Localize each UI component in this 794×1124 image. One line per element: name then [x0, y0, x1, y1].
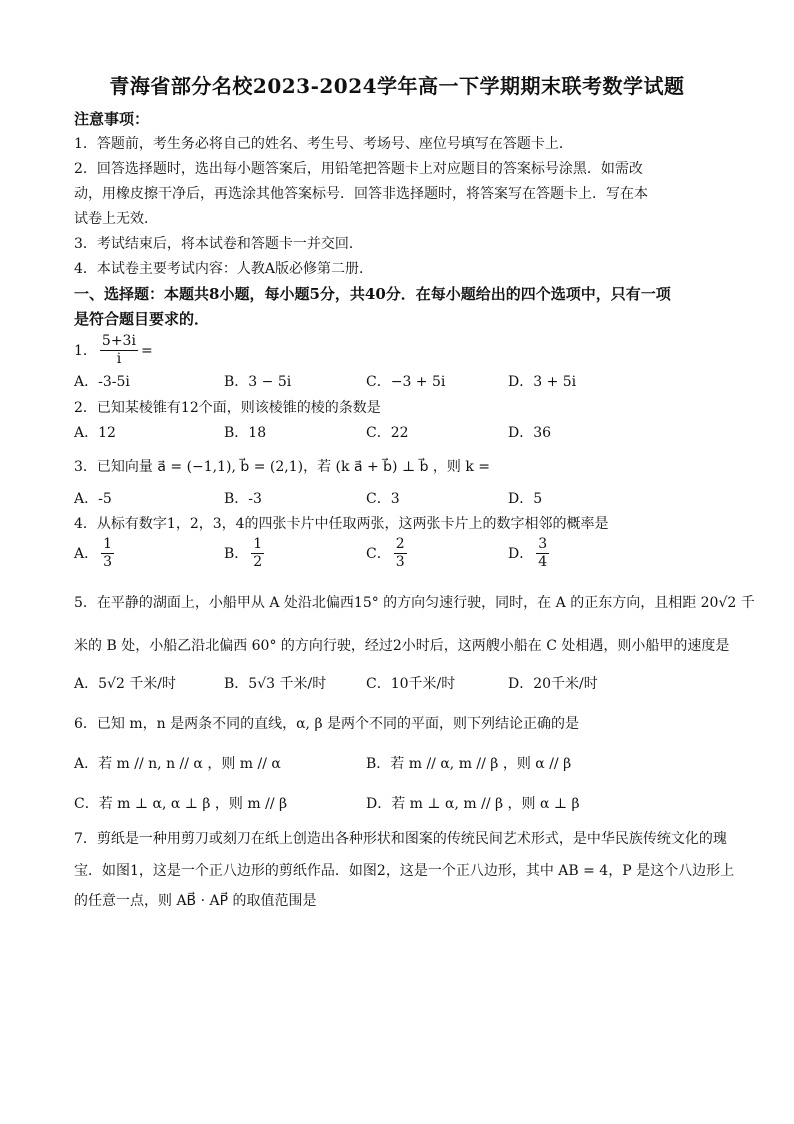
notice-item-2b: 动，用橡皮擦干净后，再选涂其他答案标号．回答非选择题时，将答案写在答题卡上．写在本 — [74, 186, 648, 202]
question-5-option-c[interactable]: C．10千米/时 — [366, 676, 456, 692]
question-1-number: 1． — [74, 342, 97, 359]
question-1-option-d[interactable]: D．3 + 5i — [508, 374, 577, 390]
question-4-option-d-label: D． — [508, 545, 534, 562]
notice-item-2a: 2．回答选择题时，选出每小题答案后，用铅笔把答题卡上对应题目的答案标号涂黑．如需改 — [74, 161, 643, 177]
exam-title: 青海省部分名校2023-2024学年高一下学期期末联考数学试题 — [109, 74, 685, 98]
question-2-option-c[interactable]: C．22 — [366, 425, 409, 441]
question-6-option-b[interactable]: B．若 m // α, m // β ，则 α // β — [366, 756, 572, 772]
question-3-option-a[interactable]: A．-5 — [74, 491, 112, 507]
question-2-stem: 2．已知某棱锥有12个面，则该棱锥的棱的条数是 — [74, 400, 381, 416]
question-4-option-b-fraction — [251, 537, 264, 571]
question-1-denominator: i — [116, 351, 122, 368]
question-7-stem-line1: 7．剪纸是一种用剪刀或刻刀在纸上创造出各种形状和图案的传统民间艺术形式，是中华民族传统文化的瑰 — [74, 831, 727, 847]
question-6-option-c[interactable]: C．若 m ⊥ α, α ⊥ β ，则 m // β — [74, 796, 288, 812]
question-4-option-c[interactable] — [366, 537, 410, 571]
fraction-numerator: 3 — [536, 537, 549, 554]
question-4-option-d[interactable] — [508, 537, 552, 571]
section-1-heading-line2: 是符合题目要求的． — [74, 310, 210, 328]
notice-item-4: 4．本试卷主要考试内容：人教A版必修第二册． — [74, 261, 374, 277]
question-4-option-b[interactable] — [224, 537, 267, 571]
question-3-stem: 3．已知向量 a⃗ = (−1,1), b⃗ = (2,1)，若 (k a⃗ + b⃗) ⊥ b⃗ ，则 k = — [74, 459, 491, 475]
section-1-heading-line1: 一、选择题：本题共8小题，每小题5分，共40分．在每小题给出的四个选项中，只有一项 — [74, 285, 671, 303]
question-5-option-d[interactable]: D．20千米/时 — [508, 676, 598, 692]
question-6-stem: 6．已知 m，n 是两条不同的直线，α, β 是两个不同的平面，则下列结论正确的是 — [74, 716, 579, 732]
question-2-option-d[interactable]: D．36 — [508, 425, 552, 441]
question-1-stem — [74, 334, 153, 368]
notice-item-3: 3．考试结束后，将本试卷和答题卡一并交回． — [74, 236, 363, 252]
question-4-option-c-fraction — [394, 537, 407, 571]
question-6-option-d[interactable]: D．若 m ⊥ α, m // β ，则 α ⊥ β — [366, 796, 580, 812]
question-5-option-a[interactable]: A．5√2 千米/时 — [74, 676, 177, 692]
question-3-option-d[interactable]: D．5 — [508, 491, 543, 507]
question-4-option-b-label: B． — [224, 545, 249, 562]
notice-item-2c: 试卷上无效． — [74, 211, 158, 227]
question-1-option-b[interactable]: B．3 − 5i — [224, 374, 292, 390]
question-2-option-a[interactable]: A．12 — [74, 425, 116, 441]
question-6-option-a[interactable]: A．若 m // n, n // α ，则 m // α — [74, 756, 281, 772]
question-1-option-a[interactable]: A．-3-5i — [74, 374, 130, 390]
fraction-denominator: 2 — [253, 554, 263, 571]
fraction-numerator: 2 — [394, 537, 407, 554]
question-4-stem: 4．从标有数字1，2，3，4的四张卡片中任取两张，这两张卡片上的数字相邻的概率是 — [74, 516, 609, 532]
fraction-denominator: 4 — [538, 554, 548, 571]
question-5-stem-line1: 5．在平静的湖面上，小船甲从 A 处沿北偏西15° 的方向匀速行驶，同时，在 A 的正东方向，且相距 20√2 千 — [74, 595, 755, 611]
fraction-numerator: 1 — [251, 537, 264, 554]
question-1-numerator: 5+3i — [100, 334, 138, 351]
question-7-stem-line3: 的任意一点，则 AB⃗ · AP⃗ 的取值范围是 — [74, 893, 317, 909]
fraction-denominator: 3 — [103, 554, 113, 571]
fraction-numerator: 1 — [101, 537, 114, 554]
question-5-option-b[interactable]: B．5√3 千米/时 — [224, 676, 327, 692]
notice-item-1: 1．答题前，考生务必将自己的姓名、考生号、考场号、座位号填写在答题卡上． — [74, 136, 573, 152]
fraction-denominator: 3 — [395, 554, 405, 571]
question-4-option-a[interactable] — [74, 537, 117, 571]
question-7-stem-line2: 宝．如图1，这是一个正八边形的剪纸作品．如图2，这是一个正八边形，其中 AB = 4，P 是这个八边形上 — [74, 863, 735, 879]
question-4-option-a-fraction — [101, 537, 114, 571]
notice-heading: 注意事项： — [74, 110, 150, 128]
question-4-option-d-fraction — [536, 537, 549, 571]
question-5-stem-line2: 米的 B 处，小船乙沿北偏西 60° 的方向行驶，经过2小时后，这两艘小船在 C 处相遇，则小船甲的速度是 — [74, 638, 730, 654]
question-2-option-b[interactable]: B．18 — [224, 425, 267, 441]
question-1-option-c[interactable]: C．−3 + 5i — [366, 374, 446, 390]
question-1-equals: = — [140, 342, 153, 359]
question-3-option-b[interactable]: B．-3 — [224, 491, 262, 507]
question-3-option-c[interactable]: C．3 — [366, 491, 400, 507]
question-4-option-c-label: C． — [366, 545, 391, 562]
question-4-option-a-label: A． — [74, 545, 99, 562]
question-1-fraction — [100, 334, 138, 368]
